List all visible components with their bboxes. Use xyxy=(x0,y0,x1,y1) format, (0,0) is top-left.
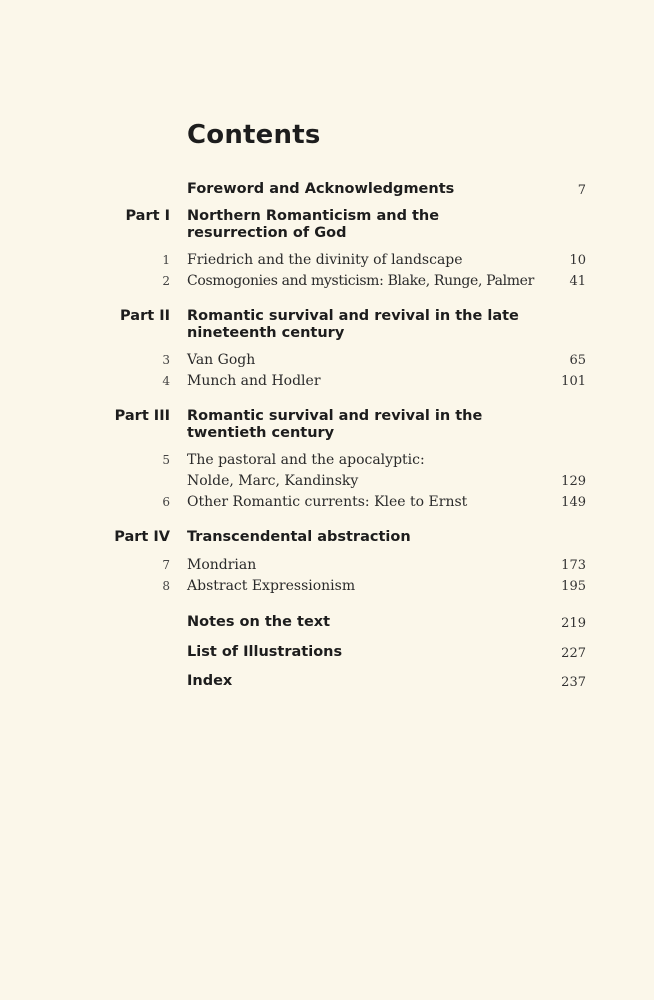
chapter-title: Mondrian xyxy=(187,557,257,573)
chapter-title: Friedrich and the divinity of landscape xyxy=(187,252,463,268)
back-matter-label: Notes on the text xyxy=(187,614,331,630)
chapter-title: Abstract Expressionism xyxy=(187,578,356,594)
chapter-title: The pastoral and the apocalyptic: xyxy=(187,452,425,468)
chapter-title-continued: Nolde, Marc, Kandinsky xyxy=(187,473,359,489)
chapter-number: 2 xyxy=(162,274,170,288)
part-label: Part III xyxy=(114,408,170,424)
page-number: 101 xyxy=(561,374,586,389)
part-label: Part I xyxy=(125,208,170,224)
page-number: 41 xyxy=(569,274,586,289)
chapter-number: 3 xyxy=(162,353,170,367)
chapter-number: 7 xyxy=(162,558,170,572)
page-number: 10 xyxy=(569,253,586,268)
back-matter-label: Index xyxy=(187,673,233,689)
part-title[interactable]: Romantic survival and revival in the twentieth century xyxy=(187,408,483,441)
part-label: Part IV xyxy=(114,529,170,545)
part-title[interactable]: Transcendental abstraction xyxy=(187,529,411,545)
back-matter-label: List of Illustrations xyxy=(187,644,343,660)
page-number: 237 xyxy=(561,675,586,690)
part-title[interactable]: Romantic survival and revival in the late nineteenth century xyxy=(187,308,519,341)
page-number: 7 xyxy=(577,183,586,198)
page-number: 149 xyxy=(561,495,586,510)
chapter-title: Munch and Hodler xyxy=(187,373,321,389)
chapter-title: Van Gogh xyxy=(187,352,256,368)
chapter-number: 6 xyxy=(162,495,170,509)
part-label: Part II xyxy=(120,308,170,324)
chapter-title: Other Romantic currents: Klee to Ernst xyxy=(187,494,468,510)
page-title: Contents xyxy=(187,120,321,150)
page-number: 195 xyxy=(561,579,586,594)
page-number: 227 xyxy=(561,646,586,661)
chapter-number: 4 xyxy=(162,374,170,388)
chapter-number: 8 xyxy=(162,579,170,593)
page-number: 129 xyxy=(561,474,586,489)
page-number: 219 xyxy=(561,616,586,631)
page-number: 65 xyxy=(569,353,586,368)
chapter-number: 5 xyxy=(162,453,170,467)
chapter-number: 1 xyxy=(162,253,170,267)
page-number: 173 xyxy=(561,558,586,573)
foreword-label: Foreword and Acknowledgments xyxy=(187,181,455,197)
part-title[interactable]: Northern Romanticism and the resurrection of God xyxy=(187,208,440,241)
chapter-title: Cosmogonies and mysticism: Blake, Runge, Palmer xyxy=(187,273,534,289)
